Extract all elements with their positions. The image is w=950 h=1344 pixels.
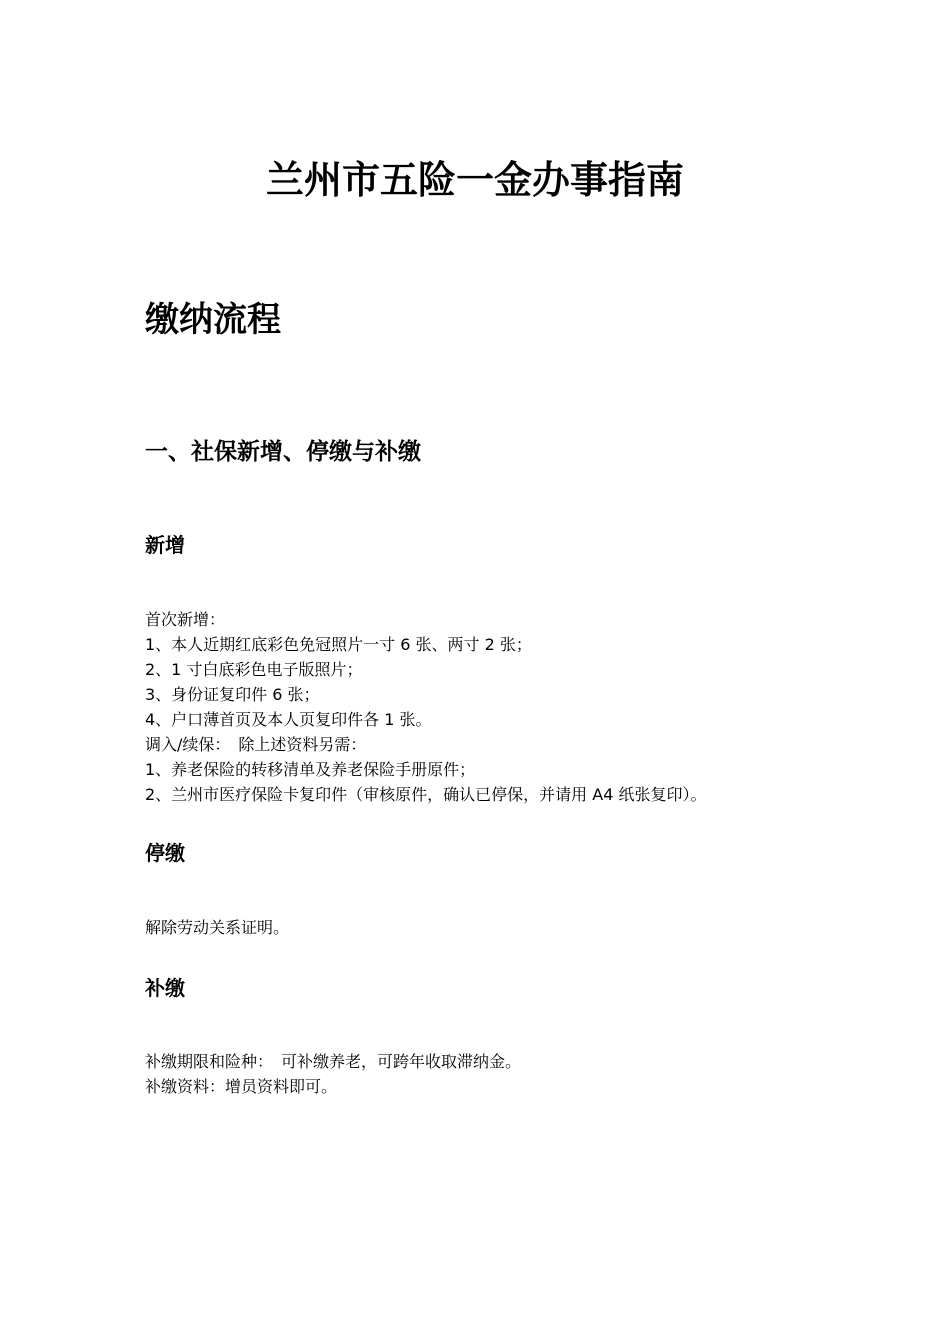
subsection-heading-social-insurance: 一、社保新增、停缴与补缴 xyxy=(145,439,421,465)
text-line: 2、兰州市医疗保险卡复印件（审核原件，确认已停保，并请用 A4 纸张复印）。 xyxy=(145,785,707,804)
heading-stop-payment: 停缴 xyxy=(145,841,185,865)
text-line: 补缴期限和险种： 可补缴养老，可跨年收取滞纳金。 xyxy=(145,1052,522,1071)
section-heading-payment-process: 缴纳流程 xyxy=(145,300,281,340)
document-title: 兰州市五险一金办事指南 xyxy=(265,158,684,202)
text-line: 首次新增： xyxy=(145,610,226,629)
heading-supplementary-payment: 补缴 xyxy=(145,976,185,1000)
text-line: 1、养老保险的转移清单及养老保险手册原件； xyxy=(145,760,476,779)
new-enrollment-text xyxy=(145,607,845,807)
text-line: 补缴资料：增员资料即可。 xyxy=(145,1077,338,1096)
text-line: 4、户口薄首页及本人页复印件各 1 张。 xyxy=(145,710,432,729)
heading-new-enrollment: 新增 xyxy=(145,533,185,557)
supplementary-payment-text xyxy=(145,1049,845,1099)
text-line: 2、1 寸白底彩色电子版照片； xyxy=(145,660,363,679)
stop-payment-text xyxy=(145,915,845,940)
text-line: 调入/续保： 除上述资料另需： xyxy=(145,735,367,754)
text-line: 3、身份证复印件 6 张； xyxy=(145,685,320,704)
text-line: 解除劳动关系证明。 xyxy=(145,918,290,937)
text-line: 1、本人近期红底彩色免冠照片一寸 6 张、两寸 2 张； xyxy=(145,635,532,654)
